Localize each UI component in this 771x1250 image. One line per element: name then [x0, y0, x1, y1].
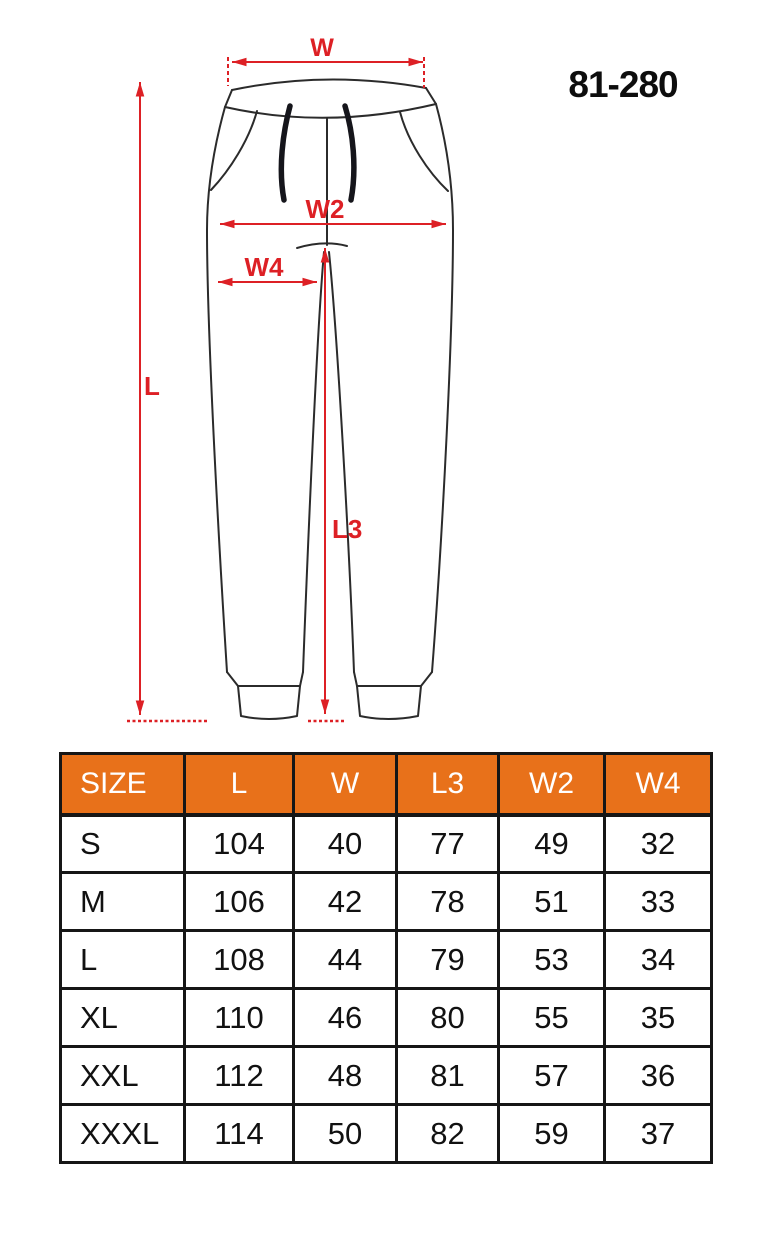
cell-w4: 32 — [605, 815, 712, 873]
left-cuff-notch-outer — [227, 672, 238, 686]
right-leg-inner — [329, 252, 354, 672]
cell-w: 48 — [294, 1047, 397, 1105]
table-row — [61, 989, 712, 1047]
cell-l: 112 — [185, 1047, 294, 1105]
right-cuff-notch-inner — [354, 672, 357, 686]
cell-w2: 55 — [499, 989, 605, 1047]
cell-l3: 77 — [397, 815, 499, 873]
dim-label-w2: W2 — [305, 194, 345, 224]
cell-w: 42 — [294, 873, 397, 931]
cell-w2: 53 — [499, 931, 605, 989]
drawstring-left — [281, 106, 290, 200]
table-header-row — [61, 754, 712, 815]
dim-label-w4: W4 — [244, 252, 284, 282]
dimension-annotations — [127, 34, 446, 721]
cell-w4: 35 — [605, 989, 712, 1047]
dim-label-l: L — [144, 371, 160, 401]
left-leg-inner — [303, 252, 324, 672]
cell-l3: 81 — [397, 1047, 499, 1105]
product-code: 81-280 — [568, 64, 678, 105]
cell-size: XXXL — [61, 1105, 185, 1163]
cell-w2: 51 — [499, 873, 605, 931]
cell-l: 106 — [185, 873, 294, 931]
crotch-seam — [297, 243, 347, 248]
waistband-right-edge — [426, 88, 436, 104]
col-header-w4: W4 — [605, 754, 712, 815]
col-header-w: W — [294, 754, 397, 815]
waistband-top — [232, 79, 426, 90]
right-cuff — [357, 686, 421, 719]
cell-w4: 37 — [605, 1105, 712, 1163]
left-cuff-notch-inner — [300, 672, 303, 686]
col-header-l3: L3 — [397, 754, 499, 815]
cell-w2: 57 — [499, 1047, 605, 1105]
cell-w2: 49 — [499, 815, 605, 873]
cell-w: 40 — [294, 815, 397, 873]
drawstring-right — [345, 106, 354, 200]
cell-w: 44 — [294, 931, 397, 989]
table-row — [61, 815, 712, 873]
table-row — [61, 1105, 712, 1163]
cell-w: 50 — [294, 1105, 397, 1163]
pocket-left — [211, 111, 257, 190]
size-table — [59, 752, 713, 1164]
dim-label-w: W — [310, 34, 334, 62]
cell-size: XXL — [61, 1047, 185, 1105]
dim-label-l3: L3 — [332, 514, 363, 544]
cell-w: 46 — [294, 989, 397, 1047]
col-header-w2: W2 — [499, 754, 605, 815]
left-leg-outer — [207, 107, 227, 672]
cell-l3: 80 — [397, 989, 499, 1047]
col-header-l: L — [185, 754, 294, 815]
right-cuff-notch-outer — [421, 672, 432, 686]
table-row — [61, 1047, 712, 1105]
cell-l: 114 — [185, 1105, 294, 1163]
cell-l3: 79 — [397, 931, 499, 989]
cell-l: 110 — [185, 989, 294, 1047]
right-leg-outer — [432, 104, 453, 672]
cell-w4: 36 — [605, 1047, 712, 1105]
left-cuff — [238, 686, 300, 719]
pants-outline — [207, 79, 453, 719]
col-header-size: SIZE — [61, 754, 185, 815]
cell-size: M — [61, 873, 185, 931]
cell-size: L — [61, 931, 185, 989]
cell-l3: 78 — [397, 873, 499, 931]
cell-w4: 34 — [605, 931, 712, 989]
table-row — [61, 931, 712, 989]
cell-l: 108 — [185, 931, 294, 989]
cell-l: 104 — [185, 815, 294, 873]
cell-size: S — [61, 815, 185, 873]
cell-size: XL — [61, 989, 185, 1047]
cell-w2: 59 — [499, 1105, 605, 1163]
table-row — [61, 873, 712, 931]
waistband-left-edge — [225, 90, 232, 107]
cell-w4: 33 — [605, 873, 712, 931]
cell-l3: 82 — [397, 1105, 499, 1163]
